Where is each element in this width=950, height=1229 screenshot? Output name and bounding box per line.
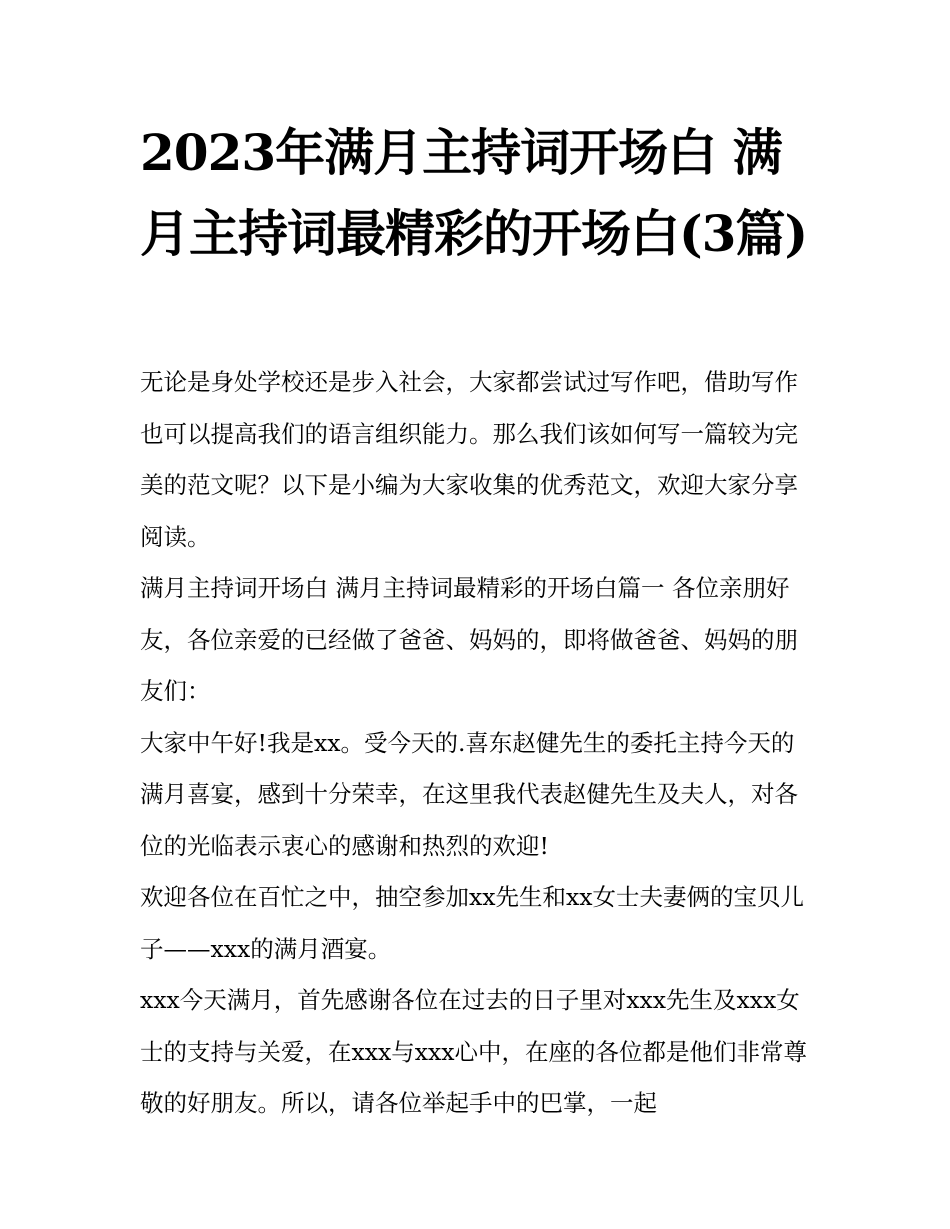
paragraph-banquet: 欢迎各位在百忙之中，抽空参加xx先生和xx女士夫妻俩的宝贝儿子——xxx的满月酒宴。 bbox=[140, 883, 805, 963]
paragraph-intro: 无论是身处学校还是步入社会，大家都尝试过写作吧，借助写作也可以提高我们的语言组织能力。那么我们该如何写一篇较为完美的范文呢？以下是小编为大家收集的优秀范文，欢迎大家分享阅读。 bbox=[140, 368, 798, 551]
paragraph-welcome: 大家中午好!我是xx。受今天的.喜东赵健先生的委托主持今天的满月喜宴，感到十分荣幸，在这里我代表赵健先生及夫人，对各位的光临表示衷心的感谢和热烈的欢迎! bbox=[140, 728, 798, 860]
paragraph-greeting: 满月主持词开场白 满月主持词最精彩的开场白篇一 各位亲朋好友，各位亲爱的已经做了爸爸、妈妈的，即将做爸爸、妈妈的朋友们： bbox=[140, 574, 798, 705]
document-body bbox=[140, 357, 812, 1130]
paragraph-thanks: xxx今天满月，首先感谢各位在过去的日子里对xxx先生及xxx女士的支持与关爱，在xxx与xxx心中，在座的各位都是他们非常尊敬的好朋友。所以，请各位举起手中的巴掌，一起 bbox=[140, 986, 808, 1117]
document-title: 2023年满月主持词开场白 满月主持词最精彩的开场白(3篇) bbox=[140, 123, 808, 263]
